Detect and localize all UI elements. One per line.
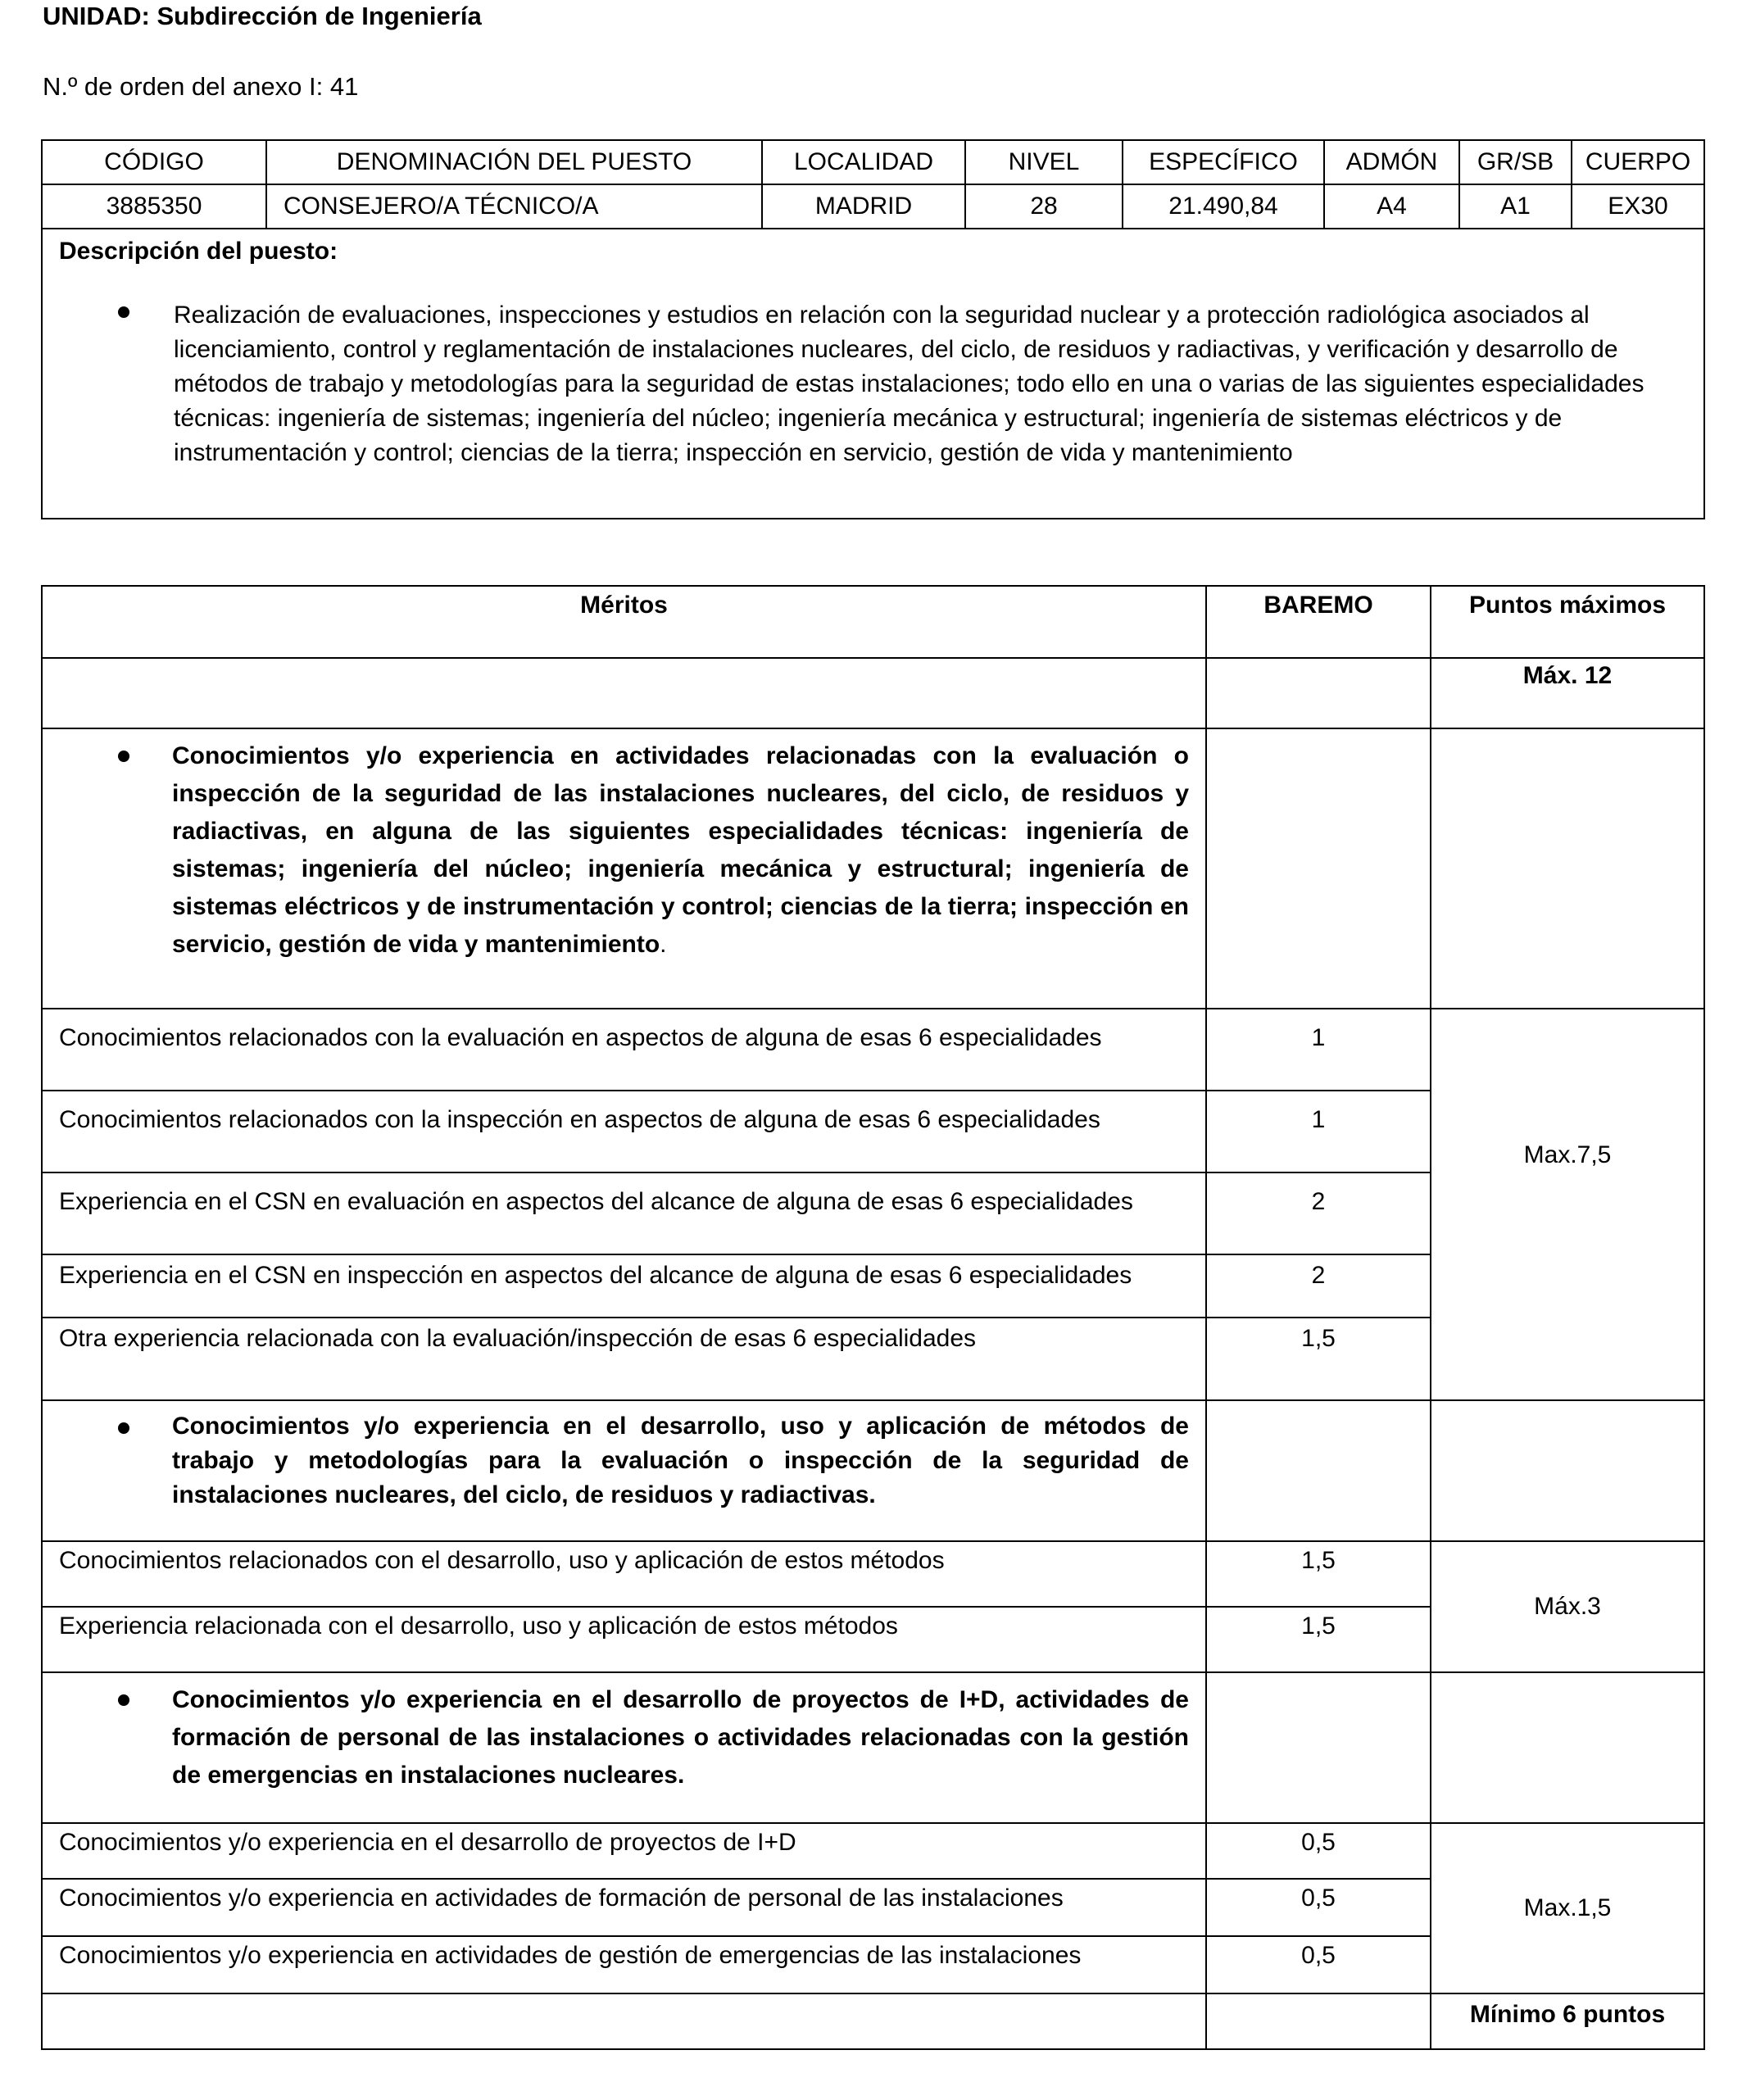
header-baremo: BAREMO [1206,586,1431,658]
merit-item-value: 2 [1206,1254,1431,1318]
cell-nivel: 28 [965,184,1123,229]
minimum-points: Mínimo 6 puntos [1431,1993,1704,2049]
header-cuerpo: CUERPO [1572,140,1704,184]
empty-cell [1206,658,1431,728]
merit-item-label: Conocimientos y/o experiencia en el desarrollo de proyectos de I+D [42,1823,1206,1879]
empty-cell [1431,728,1704,1009]
section3-title-cell [42,1672,1206,1823]
merit-item-value: 1,5 [1206,1318,1431,1400]
section2-title-text: Conocimientos y/o experiencia en el desarrollo, uso y aplicación de métodos de trabajo y metodologías para la evaluación o inspección de la seguridad de instalaciones nucleares, del ciclo, de residuos y radiactivas. [172,1413,1189,1508]
overall-max: Máx. 12 [1431,658,1704,728]
merit-item-label: Conocimientos y/o experiencia en actividades de gestión de emergencias de las instalaciones [42,1936,1206,1993]
cell-cuerpo: EX30 [1572,184,1704,229]
header-puntos-maximos: Puntos máximos [1431,586,1704,658]
description-title: Descripción del puesto: [59,238,338,265]
merit-item-value: 0,5 [1206,1823,1431,1879]
cell-grsb: A1 [1459,184,1572,229]
merits-table [41,585,1705,2050]
description-item [59,298,1687,470]
merits-header-row [42,586,1704,658]
section2-title [43,1409,1189,1513]
merit-item-value: 1 [1206,1091,1431,1172]
merit-item-label: Experiencia relacionada con el desarrollo, uso y aplicación de estos métodos [42,1607,1206,1672]
merit-item-label: Conocimientos relacionados con la evaluación en aspectos de alguna de esas 6 especialidades [42,1009,1206,1091]
section1-title-end: . [660,931,667,958]
description-cell [42,229,1704,519]
header-meritos: Méritos [42,586,1206,658]
description-text: Realización de evaluaciones, inspecciones y estudios en relación con la seguridad nuclear y a protección radiológica asociados al licenciamiento, control y reglamentación de instalaciones nucleares, del ciclo, de residuos y radiactivas, y verificación y desarrollo de métodos de trabajo y metodologías para la seguridad de estas instalaciones; todo ello en una o varias de las siguientes especialidades técnicas: ingeniería de sistemas; ingeniería del núcleo; ingeniería mecánica y estructural; ingeniería de sistemas eléctricos y de instrumentación y control; ciencias de la tierra; inspección en servicio, gestión de vida y mantenimiento [174,302,1644,466]
empty-cell [1206,1400,1431,1541]
header-codigo: CÓDIGO [42,140,266,184]
empty-cell [42,1993,1206,2049]
cell-denominacion: CONSEJERO/A TÉCNICO/A [266,184,762,229]
section1-row [42,728,1704,1009]
cell-localidad: MADRID [762,184,965,229]
section2-row [42,1400,1704,1541]
merit-item-label: Conocimientos y/o experiencia en actividades de formación de personal de las instalaciones [42,1879,1206,1936]
cell-especifico: 21.490,84 [1123,184,1324,229]
unit-title: UNIDAD: Subdirección de Ingeniería [43,2,482,30]
empty-cell [1206,1672,1431,1823]
merit-item-label: Experiencia en el CSN en inspección en aspectos del alcance de alguna de esas 6 especialidades [42,1254,1206,1318]
header-localidad: LOCALIDAD [762,140,965,184]
merit-item-value: 0,5 [1206,1879,1431,1936]
post-table-header-row [42,140,1704,184]
merit-item-value: 0,5 [1206,1936,1431,1993]
header-especifico: ESPECÍFICO [1123,140,1324,184]
merit-item-value: 1,5 [1206,1541,1431,1607]
merit-item-value: 1 [1206,1009,1431,1091]
section1-max: Max.7,5 [1431,1009,1704,1400]
annex-order-number: N.º de orden del anexo I: 41 [43,72,359,101]
merit-item-label: Conocimientos relacionados con la inspección en aspectos de alguna de esas 6 especialidades [42,1091,1206,1172]
merit-item-value: 1,5 [1206,1607,1431,1672]
bullet-icon [118,306,129,318]
table-row [42,1009,1704,1091]
table-row [42,1823,1704,1879]
section3-title [43,1681,1189,1794]
merit-item-label: Otra experiencia relacionada con la evaluación/inspección de esas 6 especialidades [42,1318,1206,1400]
minimum-row [42,1993,1704,2049]
empty-cell [1206,728,1431,1009]
bullet-icon [118,751,129,762]
header-nivel: NIVEL [965,140,1123,184]
merit-item-label: Experiencia en el CSN en evaluación en aspectos del alcance de alguna de esas 6 especialidades [42,1172,1206,1254]
bullet-icon [118,1694,129,1706]
section2-max: Máx.3 [1431,1541,1704,1672]
section3-max: Max.1,5 [1431,1823,1704,1993]
section1-title-text: Conocimientos y/o experiencia en actividades relacionadas con la evaluación o inspección de la seguridad de las instalaciones nucleares, del ciclo, de residuos y radiactivas, en alguna de las siguientes especialidades técnicas: ingeniería de sistemas; ingeniería del núcleo; ingeniería mecánica y estructural; ingeniería de sistemas eléctricos y de instrumentación y control; ciencias de la tierra; inspección en servicio, gestión de vida y mantenimiento [172,742,1189,958]
header-admon: ADMÓN [1324,140,1459,184]
section2-title-cell [42,1400,1206,1541]
empty-cell [42,658,1206,728]
header-denominacion: DENOMINACIÓN DEL PUESTO [266,140,762,184]
empty-cell [1206,1993,1431,2049]
section3-row [42,1672,1704,1823]
empty-cell [1431,1672,1704,1823]
merit-item-label: Conocimientos relacionados con el desarrollo, uso y aplicación de estos métodos [42,1541,1206,1607]
header-grsb: GR/SB [1459,140,1572,184]
section1-title [43,737,1189,964]
description-row [42,229,1704,519]
post-table-data-row [42,184,1704,229]
cell-codigo: 3885350 [42,184,266,229]
bullet-icon [118,1422,129,1434]
section1-title-cell [42,728,1206,1009]
table-row [42,1541,1704,1607]
post-table [41,139,1705,519]
section3-title-text: Conocimientos y/o experiencia en el desarrollo de proyectos de I+D, actividades de formación de personal de las instalaciones o actividades relacionadas con la gestión de emergencias en instalaciones nucleares. [172,1686,1189,1789]
overall-max-row [42,658,1704,728]
merit-item-value: 2 [1206,1172,1431,1254]
description-list [59,298,1687,470]
empty-cell [1431,1400,1704,1541]
cell-admon: A4 [1324,184,1459,229]
